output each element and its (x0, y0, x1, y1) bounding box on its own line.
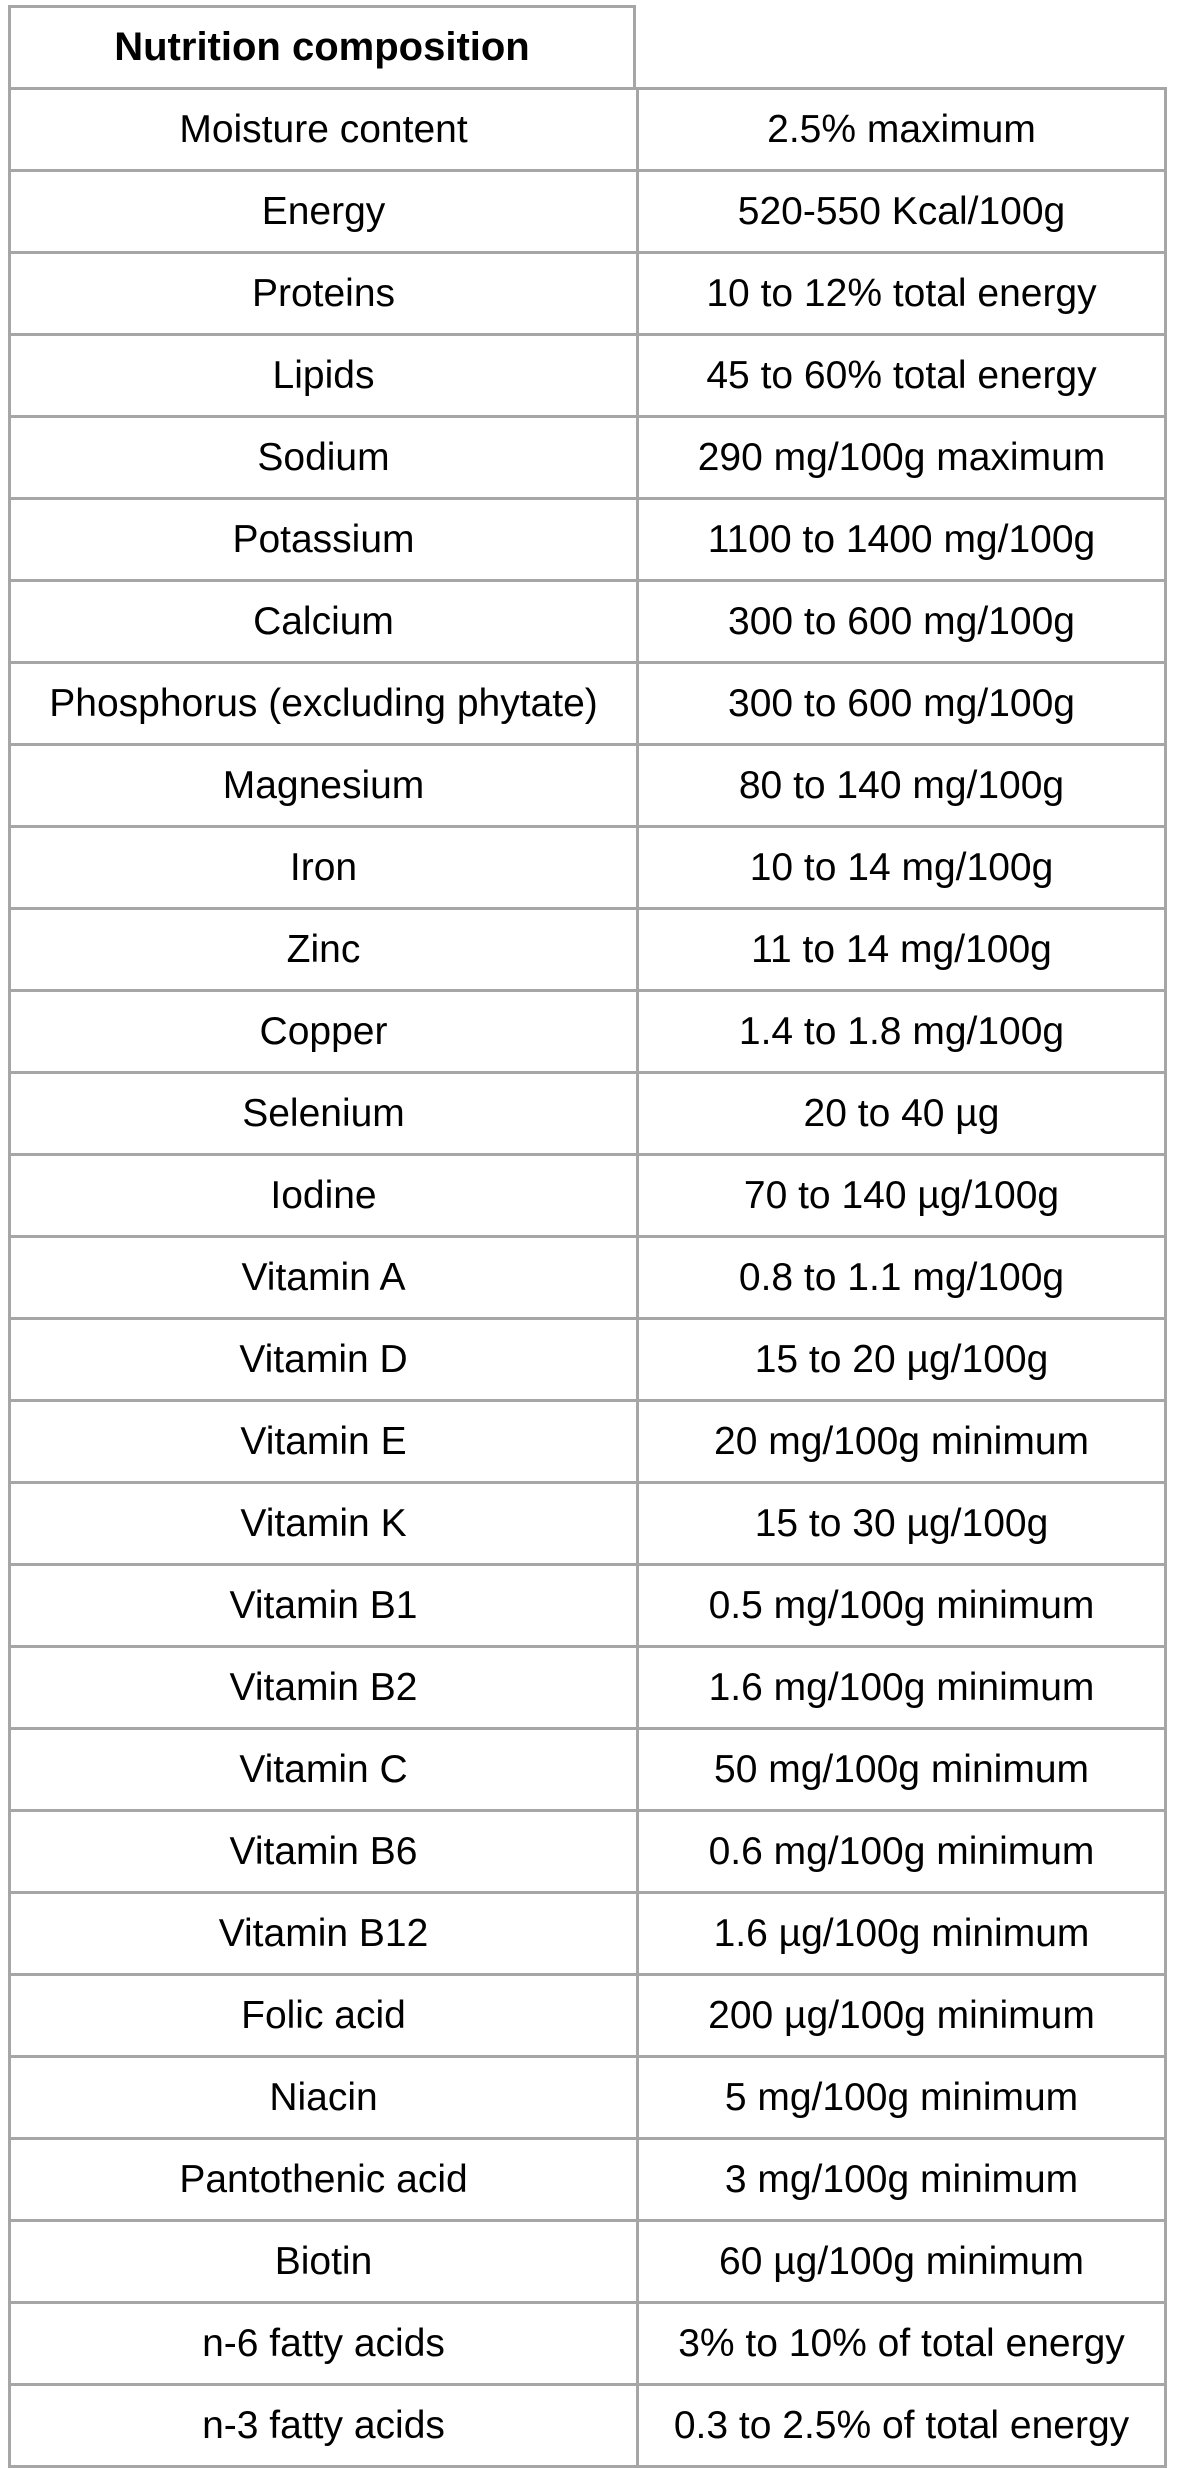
nutrient-name-cell: Vitamin B2 (8, 1645, 636, 1727)
nutrient-name-cell: Iron (8, 825, 636, 907)
nutrient-value-cell: 290 mg/100g maximum (636, 415, 1167, 497)
table-row (8, 2383, 1167, 2465)
nutrient-name-cell: n-3 fatty acids (8, 2383, 636, 2468)
nutrient-name-cell: Vitamin D (8, 1317, 636, 1399)
table-body (8, 87, 1167, 2465)
nutrient-value-cell: 20 mg/100g minimum (636, 1399, 1167, 1481)
table-row (8, 907, 1167, 989)
nutrient-name-cell: Potassium (8, 497, 636, 579)
table-row (8, 1809, 1167, 1891)
nutrient-name-cell: Proteins (8, 251, 636, 333)
table-row (8, 1071, 1167, 1153)
table-row (8, 415, 1167, 497)
table-row (8, 1645, 1167, 1727)
table-row (8, 1481, 1167, 1563)
table-row (8, 989, 1167, 1071)
nutrient-name-cell: Selenium (8, 1071, 636, 1153)
nutrient-value-cell: 20 to 40 µg (636, 1071, 1167, 1153)
nutrient-value-cell: 60 µg/100g minimum (636, 2219, 1167, 2301)
nutrient-name-cell: Magnesium (8, 743, 636, 825)
nutrient-name-cell: Vitamin E (8, 1399, 636, 1481)
nutrient-name-cell: n-6 fatty acids (8, 2301, 636, 2383)
nutrient-name-cell: Vitamin K (8, 1481, 636, 1563)
table-row (8, 1973, 1167, 2055)
nutrient-value-cell: 0.6 mg/100g minimum (636, 1809, 1167, 1891)
table-header: Nutrition composition (8, 5, 636, 87)
nutrient-value-cell: 15 to 30 µg/100g (636, 1481, 1167, 1563)
nutrition-table (8, 5, 1167, 2465)
nutrient-value-cell: 2.5% maximum (636, 87, 1167, 169)
nutrient-value-cell: 10 to 12% total energy (636, 251, 1167, 333)
nutrient-value-cell: 0.8 to 1.1 mg/100g (636, 1235, 1167, 1317)
table-row (8, 1563, 1167, 1645)
nutrient-name-cell: Vitamin A (8, 1235, 636, 1317)
nutrient-value-cell: 0.5 mg/100g minimum (636, 1563, 1167, 1645)
nutrient-value-cell: 300 to 600 mg/100g (636, 661, 1167, 743)
nutrient-name-cell: Sodium (8, 415, 636, 497)
nutrient-value-cell: 520-550 Kcal/100g (636, 169, 1167, 251)
nutrient-name-cell: Calcium (8, 579, 636, 661)
nutrient-name-cell: Niacin (8, 2055, 636, 2137)
nutrient-name-cell: Moisture content (8, 87, 636, 169)
nutrient-value-cell: 3% to 10% of total energy (636, 2301, 1167, 2383)
table-header-row (8, 5, 1167, 87)
table-row (8, 1891, 1167, 1973)
table-row (8, 1399, 1167, 1481)
table-row (8, 2301, 1167, 2383)
table-row (8, 497, 1167, 579)
table-row (8, 87, 1167, 169)
nutrient-value-cell: 300 to 600 mg/100g (636, 579, 1167, 661)
nutrient-value-cell: 1.6 mg/100g minimum (636, 1645, 1167, 1727)
nutrient-value-cell: 200 µg/100g minimum (636, 1973, 1167, 2055)
nutrient-value-cell: 80 to 140 mg/100g (636, 743, 1167, 825)
nutrient-value-cell: 11 to 14 mg/100g (636, 907, 1167, 989)
nutrient-value-cell: 5 mg/100g minimum (636, 2055, 1167, 2137)
nutrient-name-cell: Iodine (8, 1153, 636, 1235)
nutrient-value-cell: 70 to 140 µg/100g (636, 1153, 1167, 1235)
table-row (8, 2219, 1167, 2301)
table-row (8, 743, 1167, 825)
nutrient-value-cell: 1.6 µg/100g minimum (636, 1891, 1167, 1973)
nutrient-name-cell: Folic acid (8, 1973, 636, 2055)
table-row (8, 1727, 1167, 1809)
nutrient-value-cell: 3 mg/100g minimum (636, 2137, 1167, 2219)
nutrient-value-cell: 45 to 60% total energy (636, 333, 1167, 415)
nutrient-value-cell: 15 to 20 µg/100g (636, 1317, 1167, 1399)
nutrient-name-cell: Lipids (8, 333, 636, 415)
nutrient-name-cell: Vitamin B12 (8, 1891, 636, 1973)
nutrient-value-cell: 1.4 to 1.8 mg/100g (636, 989, 1167, 1071)
table-row (8, 2137, 1167, 2219)
table-row (8, 2055, 1167, 2137)
nutrient-name-cell: Vitamin B1 (8, 1563, 636, 1645)
table-row (8, 579, 1167, 661)
nutrient-value-cell: 50 mg/100g minimum (636, 1727, 1167, 1809)
table-row (8, 1235, 1167, 1317)
table-row (8, 333, 1167, 415)
table-row (8, 1317, 1167, 1399)
table-row (8, 1153, 1167, 1235)
nutrient-value-cell: 1100 to 1400 mg/100g (636, 497, 1167, 579)
table-row (8, 169, 1167, 251)
table-row (8, 661, 1167, 743)
nutrient-name-cell: Vitamin B6 (8, 1809, 636, 1891)
nutrient-value-cell: 10 to 14 mg/100g (636, 825, 1167, 907)
table-row (8, 825, 1167, 907)
table-row (8, 251, 1167, 333)
nutrient-name-cell: Pantothenic acid (8, 2137, 636, 2219)
nutrient-name-cell: Biotin (8, 2219, 636, 2301)
nutrient-name-cell: Energy (8, 169, 636, 251)
nutrient-name-cell: Copper (8, 989, 636, 1071)
nutrient-name-cell: Vitamin C (8, 1727, 636, 1809)
nutrient-value-cell: 0.3 to 2.5% of total energy (636, 2383, 1167, 2468)
nutrient-name-cell: Zinc (8, 907, 636, 989)
nutrient-name-cell: Phosphorus (excluding phytate) (8, 661, 636, 743)
